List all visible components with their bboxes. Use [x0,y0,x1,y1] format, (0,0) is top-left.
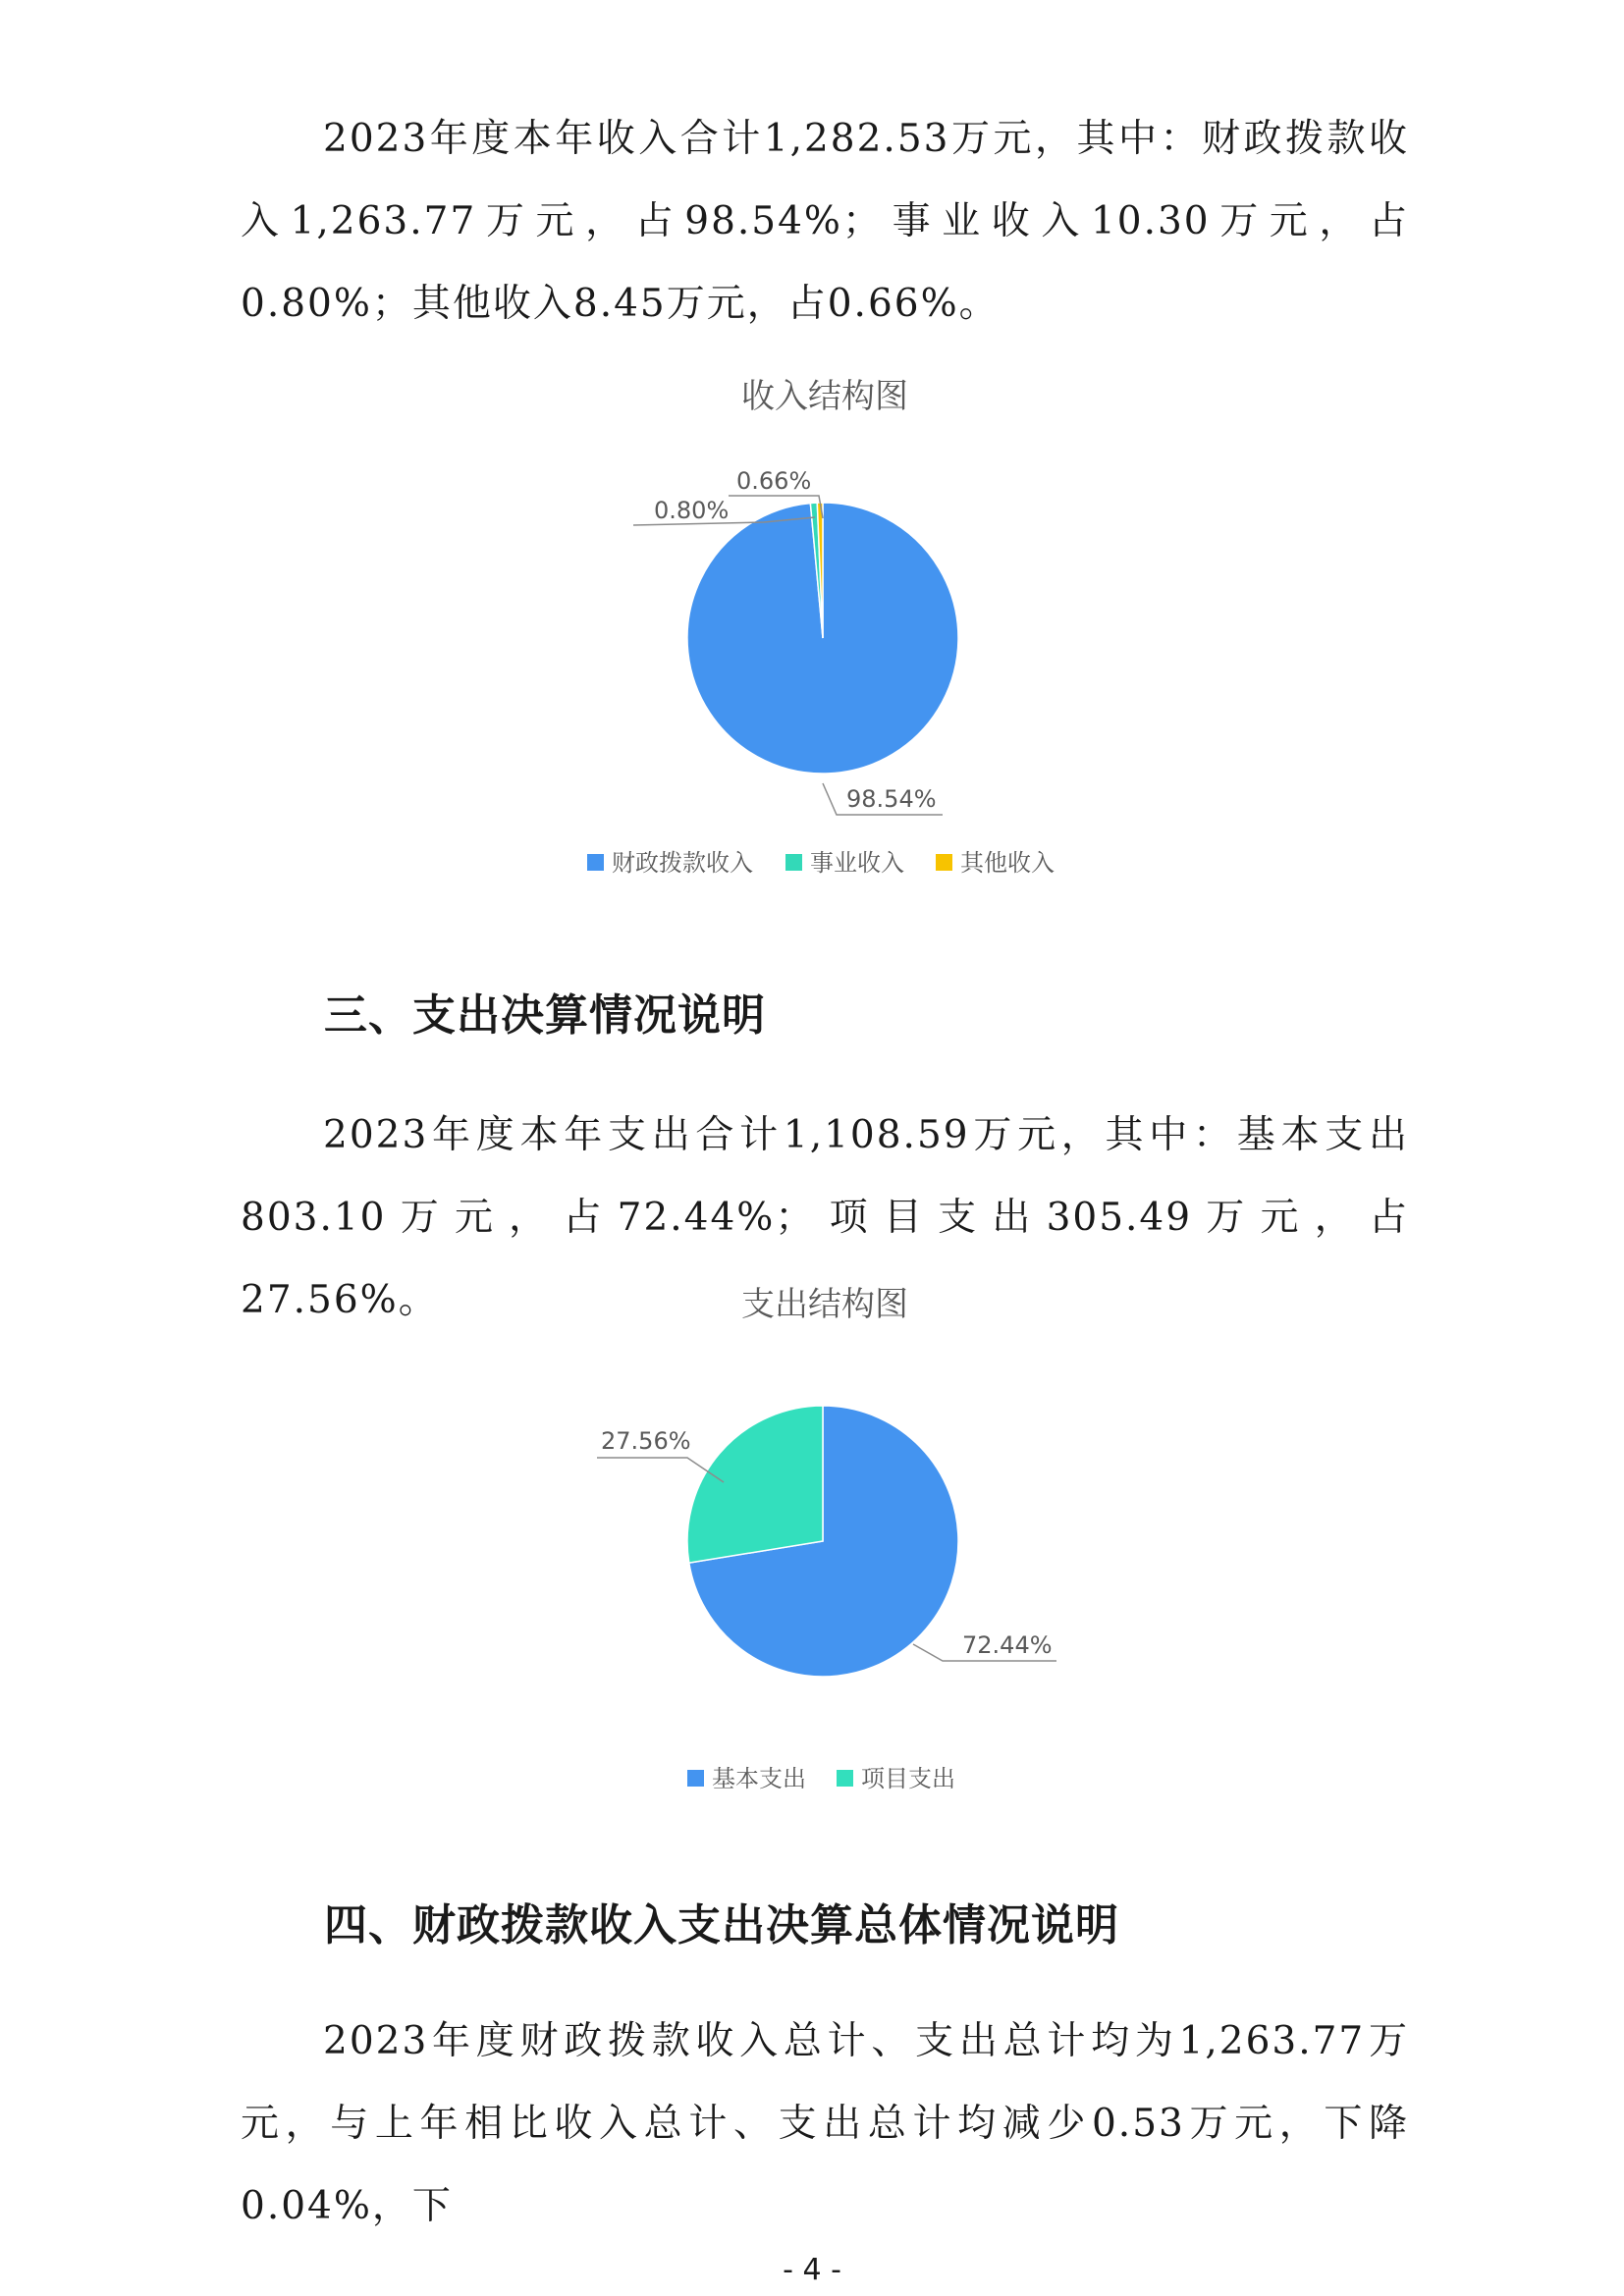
expense-chart-svg [0,1266,1624,1816]
income-chart-svg [0,353,1624,903]
fiscal-paragraph: 2023年度财政拨款收入总计、支出总计均为1,263.77万元，与上年相比收入总计、支出总计均减少0.53万元，下降0.04%，下 [241,2019,1409,2228]
expense-label-basic: 72.44% [962,1631,1053,1659]
legend-label-other: 其他收入 [960,849,1055,877]
legend-swatch-basic [687,1770,704,1787]
section-heading-fiscal: 四、财政拨款收入支出决算总体情况说明 [324,1900,1119,1950]
expense-chart-title: 支出结构图 [741,1285,908,1324]
legend-swatch-project [837,1770,853,1787]
expense-label-project: 27.56% [601,1427,691,1455]
pie-slice-project-expense [687,1406,823,1563]
legend-swatch-business [785,854,802,871]
page-number: - 4 - [783,2253,841,2287]
income-structure-chart [0,353,1624,903]
legend-swatch-other [936,854,952,871]
legend-label-fiscal: 财政拨款收入 [612,849,753,877]
income-label-fiscal: 98.54% [846,785,937,813]
section-heading-expense: 三、支出决算情况说明 [324,990,766,1041]
income-chart-title: 收入结构图 [741,377,908,416]
expense-paragraph: 2023年度本年支出合计1,108.59万元，其中：基本支出803.10万元，占72.44%；项目支出305.49万元，占27.56%。 [241,1113,1409,1322]
legend-label-basic: 基本支出 [712,1765,806,1792]
income-paragraph: 2023年度本年收入合计1,282.53万元，其中：财政拨款收入1,263.77万元，占98.54%；事业收入10.30万元，占0.80%；其他收入8.45万元，占0.66%。 [241,117,1409,326]
legend-swatch-fiscal [587,854,604,871]
legend-label-business: 事业收入 [810,849,904,877]
income-label-business: 0.80% [654,497,730,524]
expense-structure-chart [0,1266,1624,1816]
income-label-other: 0.66% [736,467,812,495]
legend-label-project: 项目支出 [861,1765,955,1792]
